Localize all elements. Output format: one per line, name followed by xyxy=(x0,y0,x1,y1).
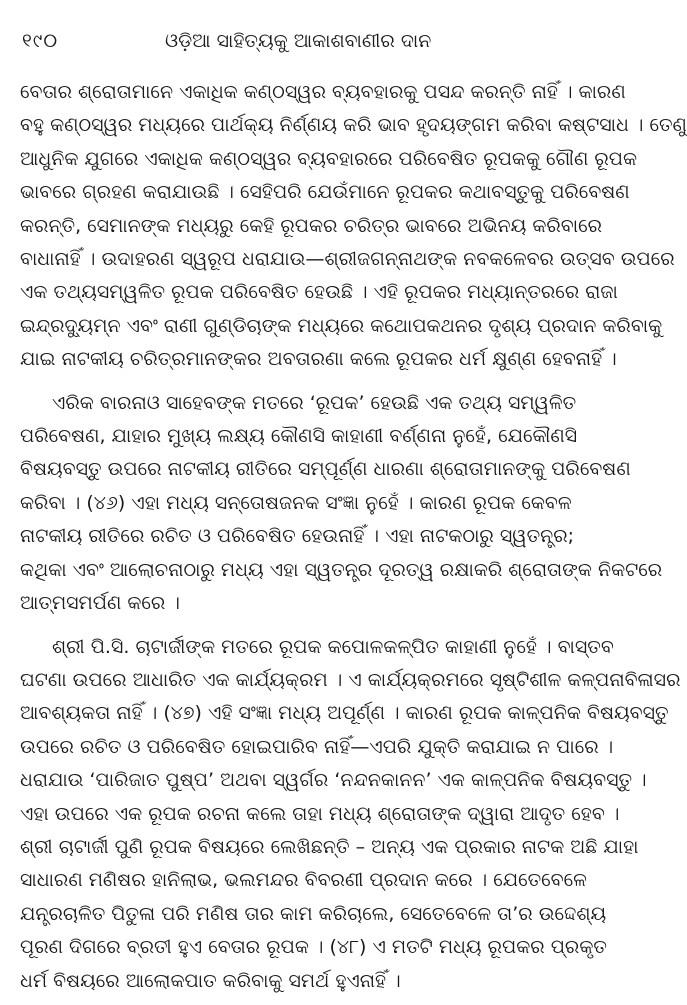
text-line: ନାଟକୀୟ ରୀତିରେ ରଚିତ ଓ ପରିବେଷିତ ହେଉନାହିଁ । ଏହା ନାଟକଠାରୁ ସ୍ୱତନ୍ତ୍ର; xyxy=(20,525,575,548)
text-line: ବହୁ କଣ୍ଠସ୍ୱର ମଧ୍ୟରେ ପାର୍ଥକ୍ୟ ନିର୍ଣ୍ଣୟ କରି ଭାବ ହୃଦୟଙ୍ଗମ କରିବା କଷ୍ଟସାଧ । ତେଣୁ xyxy=(20,114,687,137)
text-line: ଇନ୍ଦ୍ରଦ୍ୟୁମ୍ନ ଏବଂ ରାଣୀ ଗୁଣ୍ଡିଚାଙ୍କ ମଧ୍ୟରେ କଥୋପକଥନର ଦୃଶ୍ୟ ପ୍ରଦାନ କରିବାକୁ xyxy=(20,314,663,337)
text-line: ଆଧୁନିକ ଯୁଗରେ ଏକାଧିକ କଣ୍ଠସ୍ୱର ବ୍ୟବହାରରେ ପରିବେଷିତ ରୂପକକୁ ଗୌଣ ରୂପକ xyxy=(20,147,638,170)
text-line: ଆତ୍ମସମର୍ପଣ କରେ । xyxy=(20,592,180,615)
paragraph-3 xyxy=(20,631,681,998)
text-line: ଘଟଣା ଉପରେ ଆଧାରିତ ଏକ କାର୍ଯ୍ୟକ୍ରମ । ଏ କାର୍ଯ୍ୟକ୍ରମରେ ସୃଷ୍ଟିଶୀଳ କଳ୍ପନାବିଳାସର xyxy=(20,668,681,691)
page-header xyxy=(20,28,584,62)
text-line: ଏକ ତଥ୍ୟସମ୍ୱଳିତ ରୂପକ ପରିବେଷିତ ହେଉଛି । ଏହି ରୂପକର ମଧ୍ୟାନ୍ତରରେ ରାଜା xyxy=(20,281,618,304)
text-line: ଯନ୍ତ୍ରଚାଳିତ ପିତୁଳା ପରି ମଣିଷ ତାର କାମ କରିଚାଲେ, ସେତେବେଳେ ତା’ର ଉଦ୍ଦେଶ୍ୟ xyxy=(20,902,607,925)
text-line: ଭାବରେ ଗ୍ରହଣ କରାଯାଉଛି । ସେହିପରି ଯେଉଁମାନେ ରୂପକର କଥାବସ୍ତୁକୁ ପରିବେଷଣ xyxy=(20,181,630,204)
text-line: ଧର୍ମ ବିଷୟରେ ଆଲୋକପାତ କରିବାକୁ ସମର୍ଥ ହୁଏନାହିଁ । xyxy=(20,969,401,992)
text-line: ଯାଇ ନାଟକୀୟ ଚରିତ୍ରମାନଙ୍କର ଅବତାରଣା କଲେ ରୂପକର ଧର୍ମ କ୍ଷୁଣ୍ଣ ହେବନାହିଁ । xyxy=(20,348,617,371)
text-line-indented: ଶ୍ରୀ ପି.ସି. ଚାଟାର୍ଜୀଙ୍କ ମତରେ ରୂପକ କପୋଳକଳ୍ପିତ କାହାଣୀ ନୁହେଁ । ବାସ୍ତବ xyxy=(52,635,614,658)
text-line: ଉପରେ ରଚିତ ଓ ପରିବେଷିତ ହୋଇପାରିବ ନାହିଁ—ଏପରି ଯୁକ୍ତି କରାଯାଇ ନ ପାରେ । xyxy=(20,735,614,758)
paragraph-2 xyxy=(20,387,663,621)
paragraph-1 xyxy=(20,76,687,377)
text-line: ପରିବେଷଣ, ଯାହାର ମୁଖ୍ୟ ଲକ୍ଷ୍ୟ କୌଣସି କାହାଣୀ ବର୍ଣ୍ଣନା ନୁହେଁ, ଯେକୌଣସି xyxy=(20,425,578,448)
running-title: ଓଡ଼ିଆ ସାହିତ୍ୟକୁ ଆକାଶବାଣୀର ଦାନ xyxy=(165,30,432,52)
text-line-indented: ଏରିକ ବାରନାଓ ସାହେବଙ୍କ ମତରେ ‘ରୂପକ’ ହେଉଛି ଏକ ତଥ୍ୟ ସମ୍ୱଳିତ xyxy=(52,391,577,414)
text-line: ସାଧାରଣ ମଣିଷର ହାନିଲାଭ, ଭଲମନ୍ଦର ବିବରଣୀ ପ୍ରଦାନ କରେ । ଯେତେବେଳେ xyxy=(20,869,587,892)
text-line: ବେତାର ଶ୍ରୋତାମାନେ ଏକାଧିକ କଣ୍ଠସ୍ୱର ବ୍ୟବହାରକୁ ପସନ୍ଦ କରନ୍ତି ନାହିଁ । କାରଣ xyxy=(20,81,626,103)
text-line: ବିଷୟବସ୍ତୁ ଉପରେ ନାଟକୀୟ ରୀତିରେ ସମ୍ପୂର୍ଣ୍ଣ ଧାରଣା ଶ୍ରୋତାମାନଙ୍କୁ ପରିବେଷଣ xyxy=(20,458,631,481)
text-line: ବାଧାନାହିଁ । ଉଦାହରଣ ସ୍ୱରୂପ ଧରାଯାଉ—ଶ୍ରୀଜଗନ୍ନାଥଙ୍କ ନବକଳେବର ଉତ୍ସବ ଉପରେ xyxy=(20,248,675,271)
text-line: ଶ୍ରୀ ଚାଟାର୍ଜୀ ପୁଣି ରୂପକ ବିଷୟରେ ଲେଖିଛନ୍ତି – ଅନ୍ୟ ଏକ ପ୍ରକାର ନାଟକ ଅଛି ଯାହା xyxy=(20,835,639,858)
paragraph-spacer xyxy=(20,621,584,631)
text-line: କରନ୍ତି, ସେମାନଙ୍କ ମଧ୍ୟରୁ କେହି ରୂପକର ଚରିତ୍ର ଭାବରେ ଅଭିନୟ କରିବାରେ xyxy=(20,214,602,237)
text-line: ପୂରଣ ଦିଗରେ ବ୍ରତୀ ହୁଏ ବେତାର ରୂପକ । (୪୮) ଏ ମତଟି ମଧ୍ୟ ରୂପକର ପ୍ରକୃତ xyxy=(20,936,607,959)
paragraph-spacer xyxy=(20,377,584,387)
text-line: ଧରାଯାଉ ‘ପାରିଜାତ ପୁଷ୍ପ’ ଅଥବା ସ୍ୱର୍ଗର ‘ନନ୍ଦନକାନନ’ ଏକ କାଳ୍ପନିକ ବିଷୟବସ୍ତୁ । xyxy=(20,769,647,792)
page-number: ୧୯୦ xyxy=(22,30,59,52)
text-line: କରିବା । (୪୬) ଏହା ମଧ୍ୟ ସନ୍ତୋଷଜନକ ସଂଜ୍ଞା ନୁହେଁ । କାରଣ ରୂପକ କେବଳ xyxy=(20,491,572,514)
text-line: ଆବଶ୍ୟକତା ନାହିଁ । (୪୭) ଏହି ସଂଜ୍ଞା ମଧ୍ୟ ଅପୂର୍ଣ୍ଣ । କାରଣ ରୂପକ କାଳ୍ପନିକ ବିଷୟବସ୍ତୁ xyxy=(20,702,669,725)
text-line: କଥିକା ଏବଂ ଆଲୋଚନାଠାରୁ ମଧ୍ୟ ଏହା ସ୍ୱତନ୍ତ୍ର ଦୂରତ୍ୱ ରକ୍ଷାକରି ଶ୍ରୋତାଙ୍କ ନିକଟରେ xyxy=(20,558,663,581)
text-line: ଏହା ଉପରେ ଏକ ରୂପକ ରଚନା କଲେ ତାହା ମଧ୍ୟ ଶ୍ରୋତାଙ୍କ ଦ୍ୱାରା ଆଦୃତ ହେବ । xyxy=(20,802,620,825)
